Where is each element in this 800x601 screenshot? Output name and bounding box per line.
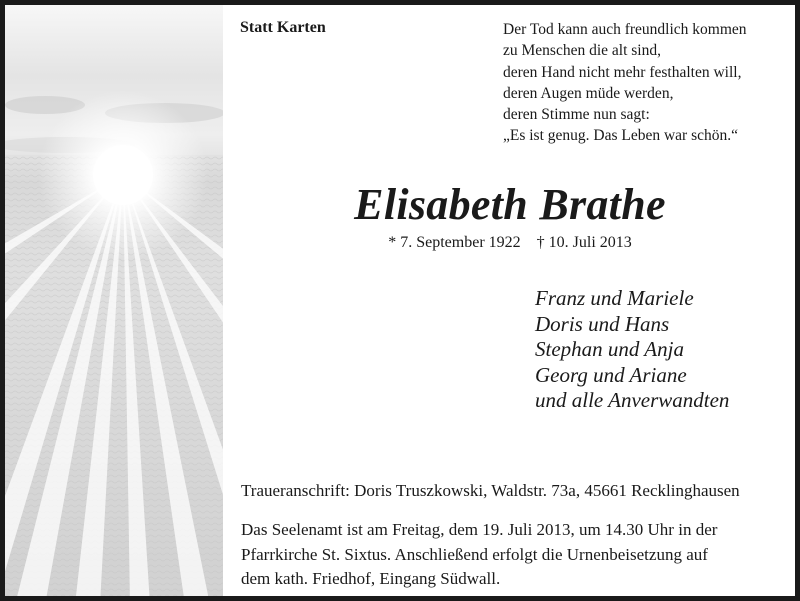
poem-line: zu Menschen die alt sind, bbox=[503, 42, 661, 60]
mourner-entry: Doris und Hans bbox=[535, 311, 670, 336]
poem-line: Der Tod kann auch freundlich kommen bbox=[503, 21, 747, 38]
poem-line: deren Augen müde werden, bbox=[503, 84, 674, 102]
poem bbox=[503, 19, 747, 147]
service-line: dem kath. Friedhof, Eingang Südwall. bbox=[241, 569, 501, 588]
statt-karten-label: Statt Karten bbox=[240, 19, 326, 36]
service-info bbox=[241, 518, 789, 592]
life-dates bbox=[245, 234, 775, 252]
mourner-entry: Franz und Mariele bbox=[535, 286, 694, 310]
death-date: † 10. Juli 2013 bbox=[536, 234, 632, 251]
poem-line: deren Hand nicht mehr festhalten will, bbox=[503, 63, 742, 81]
deceased-name: Elisabeth Brathe bbox=[354, 180, 666, 229]
service-line: Das Seelenamt ist am Freitag, dem 19. Juli 2013, um 14.30 Uhr in der bbox=[241, 520, 718, 539]
mourners-list bbox=[535, 286, 729, 414]
birth-date: * 7. September 1922 bbox=[388, 234, 521, 251]
poem-line: deren Stimme nun sagt: bbox=[503, 106, 650, 124]
sunrays-over-sea-photo bbox=[5, 5, 223, 596]
poem-line: „Es ist genug. Das Leben war schön.“ bbox=[503, 127, 739, 145]
mourner-entry: und alle Anverwandten bbox=[535, 388, 730, 412]
mourner-entry: Georg und Ariane bbox=[535, 362, 687, 387]
mourning-address: Traueranschrift: Doris Truszkowski, Waldstr. 73a, 45661 Recklinghausen bbox=[241, 481, 740, 500]
service-line: Pfarrkirche St. Sixtus. Anschließend erfolgt die Urnenbeisetzung auf bbox=[241, 544, 708, 564]
mourner-entry: Stephan und Anja bbox=[535, 337, 684, 361]
